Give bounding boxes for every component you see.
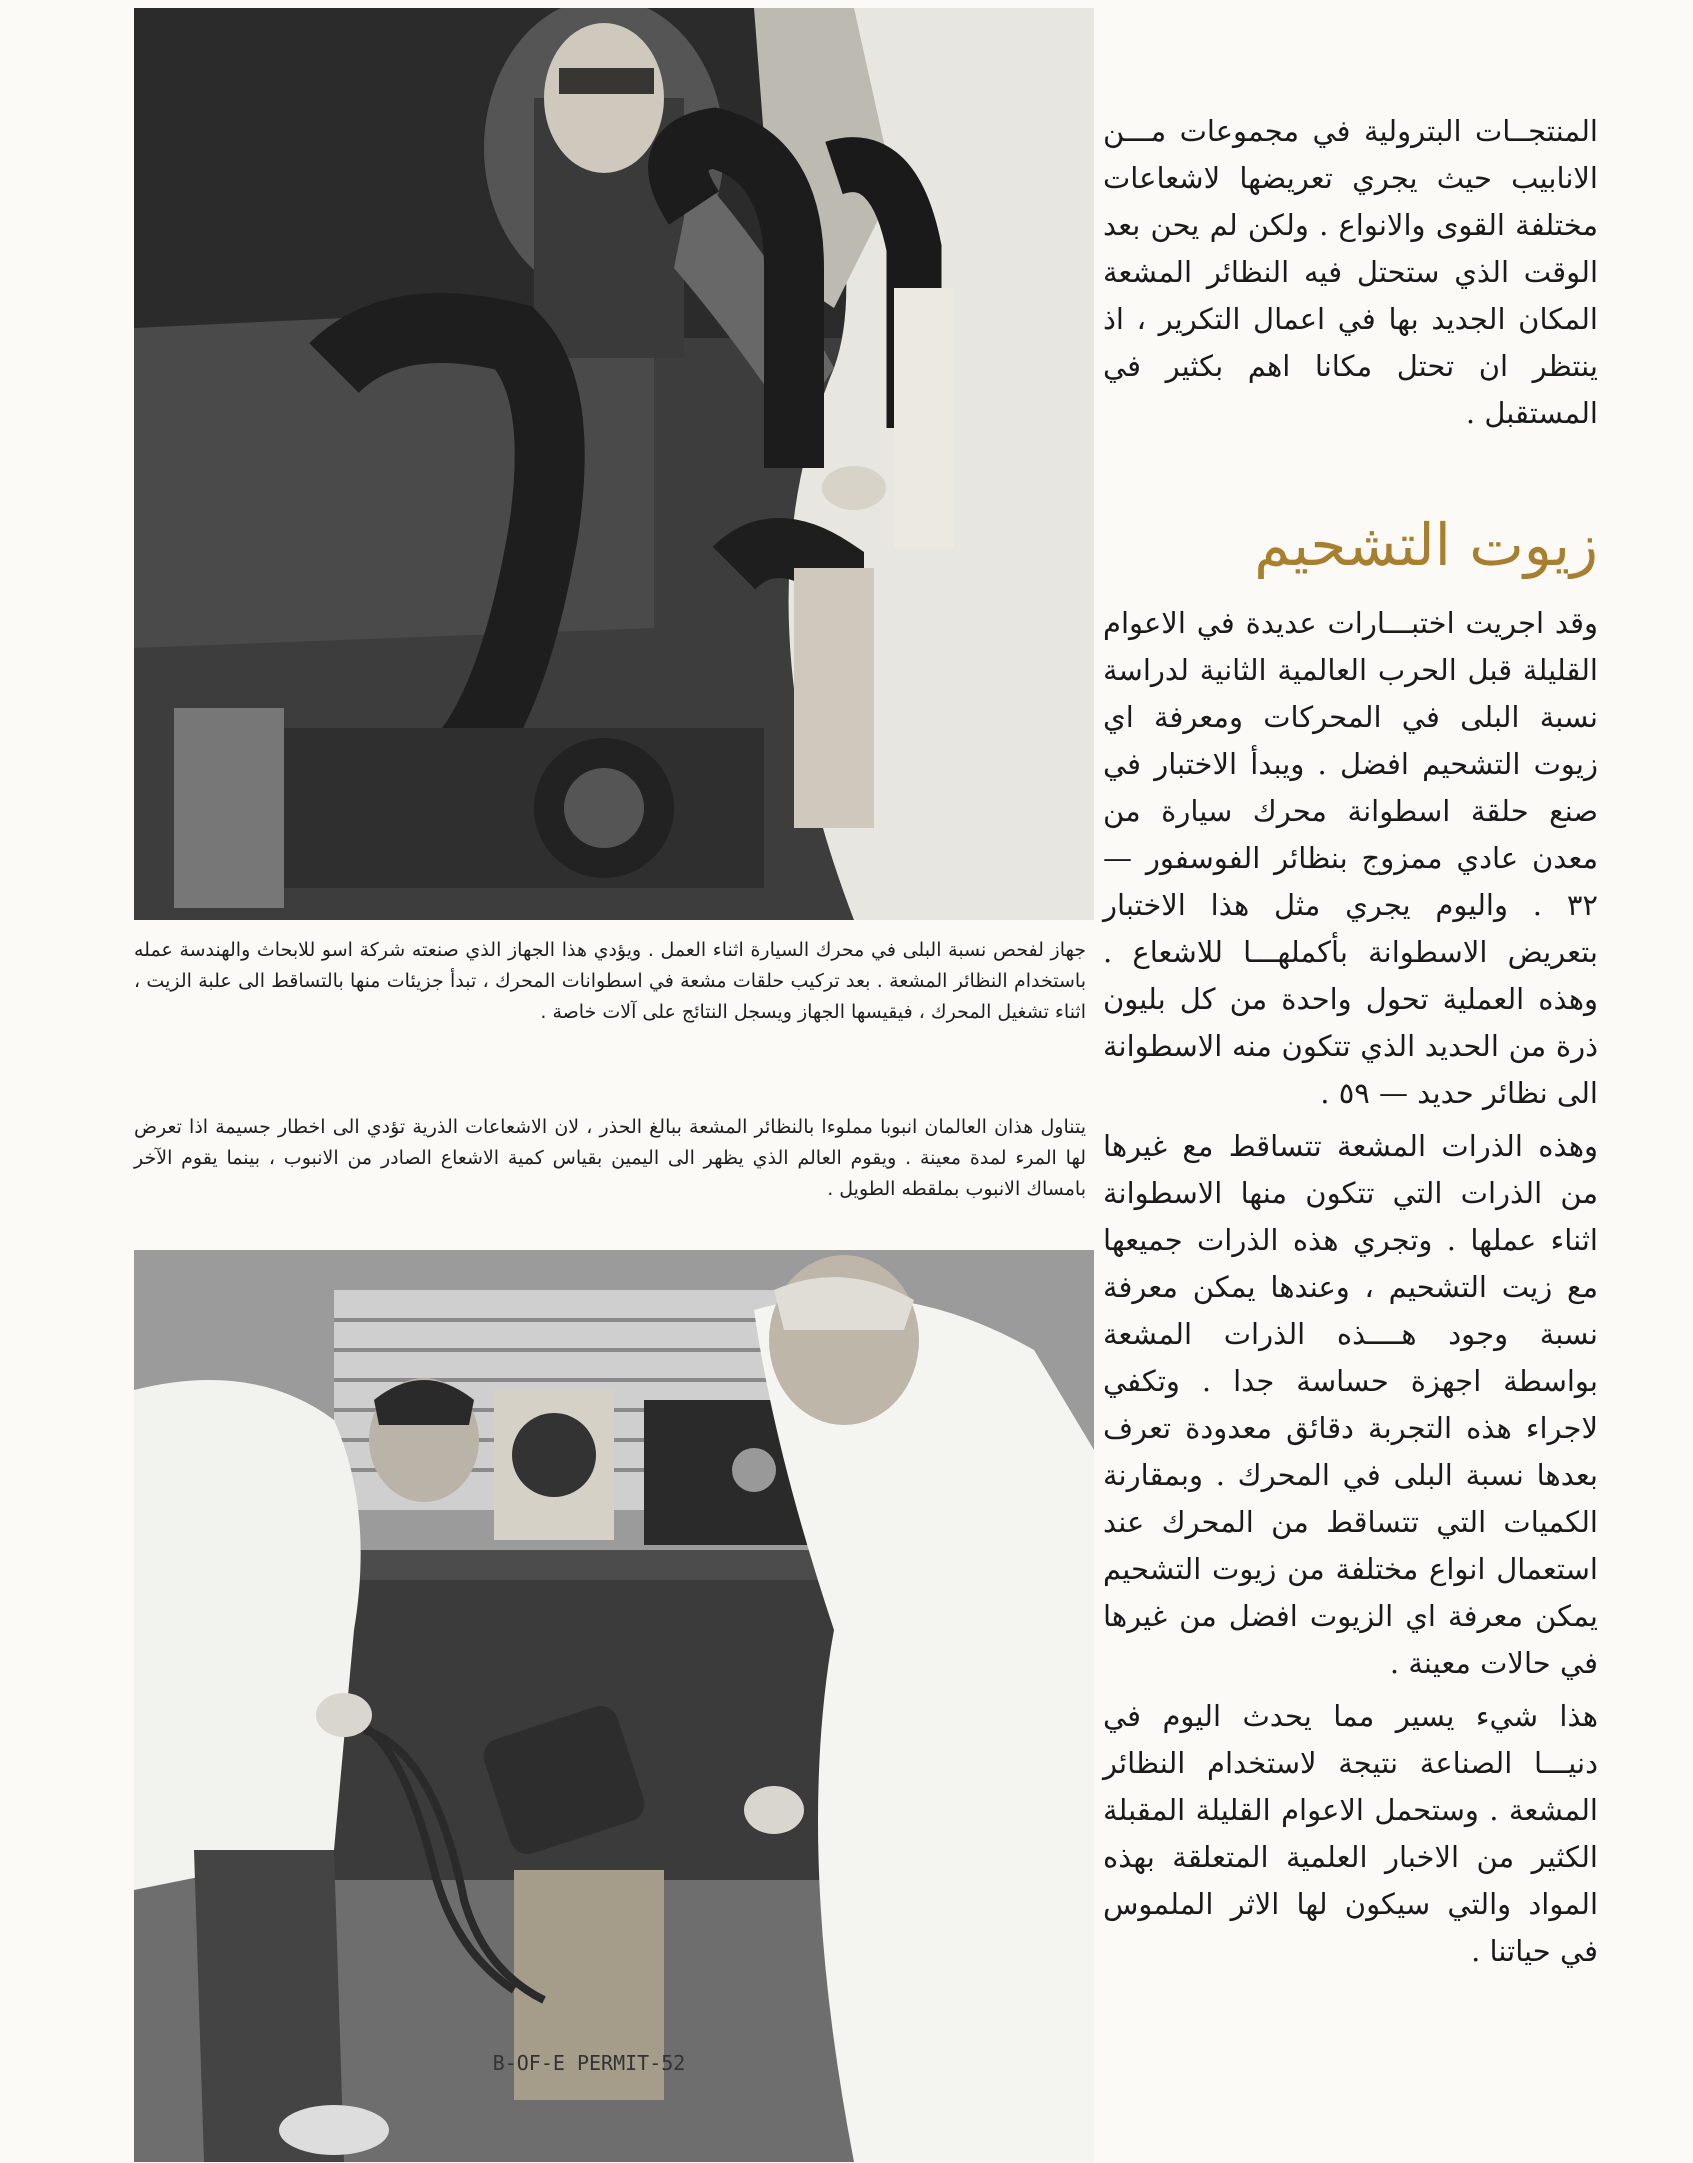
section-heading: زيوت التشحيم [1254,511,1598,579]
bottom-photo-caption: يتناول هذان العالمان انبوبا مملوءا بالنظائر المشعة ببالغ الحذر ، لان الاشعاعات الذرية تؤدي الى اخطار جسيمة اذا تعرض لها المرء لمدة معينة . ويقوم العالم الذي يظهر الى اليمين بقياس كمية الاشعاع الصادر من الانبوب ، بينما يقوم الآخر بامساك الانبوب بملقطه الطويل . [134,1116,1086,1200]
body-paragraph-2: وهذه الذرات المشعة تتساقط مع غيرها من الذرات التي تتكون منها الاسطوانة اثناء عملها . وتجري هذه الذرات جميعها مع زيت التشحيم ، وعندها يمكن معرفة نسبة وجود هــــذه الذرات المشعة بواسطة اجهزة حساسة جدا . وتكفي لاجراء هذه التجربة دقائق معدودة تعرف بعدها نسبة البلى في المحرك . وبمقارنة الكميات التي تتساقط من المحرك عند استعمال انواع مختلفة من زيوت التشحيم يمكن معرفة اي الزيوت افضل من غيرها في حالات معينة . [1103,1129,1598,1680]
box-label: B-OF-E PERMIT-52 [492,2051,686,2075]
engine-test-illustration [134,8,1094,920]
scientists-photo [134,1250,1094,2162]
intro-paragraph: المنتجــات البترولية في مجموعات مـــن الانابيب حيث يجري تعريضها لاشعاعات مختلفة القوى والانواع . ولكن لم يحن بعد الوقت الذي ستحتل فيه النظائر المشعة المكان الجديد بها في اعمال التكرير ، اذ ينتظر ان تحتل مكانا اهم بكثير في المستقبل . [1103,114,1598,430]
intro-column [1103,108,1598,443]
scientists-illustration [134,1250,1094,2162]
body-paragraph-3: هذا شيء يسير مما يحدث اليوم في دنيـــا الصناعة نتيجة لاستخدام النظائر المشعة . وستحمل الاعوام القليلة المقبلة الكثير من الاخبار العلمية المتعلقة بهذه المواد والتي سيكون لها الاثر الملموس في حياتنا . [1103,1699,1598,1968]
top-photo-caption: جهاز لفحص نسبة البلى في محرك السيارة اثناء العمل . ويؤدي هذا الجهاز الذي صنعته شركة اسو للابحاث والهندسة عمله باستخدام النظائر المشعة . بعد تركيب حلقات مشعة في اسطوانات المحرك ، تبدأ جزيئات منها بالتساقط الى علبة الزيت ، اثناء تشغيل المحرك ، فيقيسها الجهاز ويسجل النتائج على آلات خاصة . [134,939,1086,1023]
body-paragraph-1: وقد اجريت اختبـــارات عديدة في الاعوام القليلة قبل الحرب العالمية الثانية لدراسة نسبة البلى في المحركات ومعرفة اي زيوت التشحيم افضل . ويبدأ الاختبار في صنع حلقة اسطوانة محرك سيارة من معدن عادي ممزوج بنظائر الفوسفور — ٣٢ . واليوم يجري مثل هذا الاختبار بتعريض الاسطوانة بأكملهـــا للاشعاع . وهذه العملية تحول واحدة من كل بليون ذرة من الحديد الذي تتكون منه الاسطوانة الى نظائر حديد — ٥٩ . [1103,606,1598,1110]
engine-test-photo [134,8,1094,920]
main-column [1103,600,1598,1981]
